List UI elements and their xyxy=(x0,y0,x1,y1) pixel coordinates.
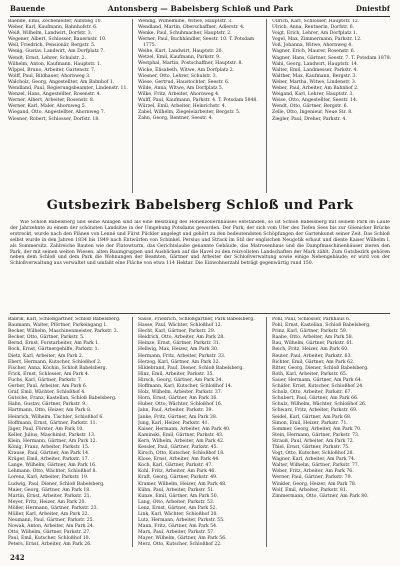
directory-entry: Sauer, Hermann, Gärtner, Am Park 64. xyxy=(272,377,363,383)
directory-entry: Keller, Julius, Maschinist, Parkstr. 13. xyxy=(8,432,96,438)
directory-entry: Weise, Otto, Angestellter, Seestr. 14. xyxy=(272,98,358,104)
directory-entry: Wahl, Georg, Landwirt, Hauptstr. 14. xyxy=(272,61,359,67)
running-head-right: Dniestbf xyxy=(355,4,390,13)
directory-entry: Ebert, Hermann, Kutscher, Schloßhof 2. xyxy=(8,359,102,365)
directory-entry: Kessler, Paul, Gärtner, Parkstr. 45. xyxy=(138,444,218,450)
directory-entry: Nowak, Anton, Arbeiter, Am Park 24. xyxy=(8,524,95,530)
directory-entry: Wagner, Erich, Maurer, Rosenstr. 6. xyxy=(272,49,356,55)
directory-entry: Werner, Paul, Gärtner, Parkstr. 79. xyxy=(272,475,352,481)
directory-entry: Schulz, Wilhelm, Wächter, Schloßhof 26. xyxy=(272,402,367,408)
directory-entry: Horn, Ernst, Gärtner, Am Park 36. xyxy=(138,396,218,402)
directory-entry: Voigt, Erich, Lehrer, Am Dorfplatz 1. xyxy=(272,31,358,37)
directory-entry: Kunze, Emil, Gärtner, Am Park 50. xyxy=(138,493,219,499)
directory-entry: Klose, Ernst, Arbeiter, Am Park 44. xyxy=(138,457,220,463)
directory-entry: Hoffmann, Karl, Kutscher, Schloßhof 14. xyxy=(138,384,233,390)
directory-entry: Vogel, Max, Zimmermann, Parkstr. 12. xyxy=(272,37,362,43)
directory-entry: Vogt, Otto, Kutscher, Schloßhof 28. xyxy=(272,451,355,457)
directory-entry: Marx, Paul, Arbeiter, Parkstr. 57. xyxy=(138,530,215,536)
directory-entry: Graf, Emil, Wächter, Schloßhof 4. xyxy=(8,390,86,396)
directory-entry: Kohl, Fritz, Arbeiter, Am Park 46. xyxy=(138,469,216,475)
directory-entry: Wilhelm, Anton, Kaufmann, Hauptstr. 1. xyxy=(8,61,102,67)
top-column-3 xyxy=(272,19,392,193)
directory-entry: Link, Karl, Wächter, Schloßhof 20. xyxy=(138,512,218,517)
directory-entry: Schubert, Paul, Gärtner, Am Park 66. xyxy=(272,396,359,402)
directory-entry: Dietz, Karl, Arbeiter, Am Park 2. xyxy=(8,353,84,359)
column-divider xyxy=(266,19,267,193)
directory-entry: Wiegand, Otto, Angestellter, Ahornweg 7. xyxy=(8,110,106,116)
directory-entry: Huber, Otto, Wächter, Schloßhof 16. xyxy=(138,402,223,408)
directory-entry: Merz, Otto, Kutscher, Schloßhof 22. xyxy=(138,542,222,547)
directory-entry: Hermann, Fritz, Arbeiter, Parkstr. 33. xyxy=(138,353,226,359)
directory-entry: Jahn, Paul, Arbeiter, Parkstr. 39. xyxy=(138,408,213,414)
directory-entry: Schäfer, Ernst, Kutscher, Schloßhof 24. xyxy=(272,384,364,390)
directory-entry: Wagner, Karl, Arbeiter, Am Park 74. xyxy=(272,457,356,463)
directory-entry: Westphal, Martin, Postschaffner, Hauptstr. 8. xyxy=(138,61,243,67)
directory-entry: Wendig, Wilhelmine, Witwe, Hauptstr. 3. xyxy=(138,19,233,24)
directory-entry: Walcholz, Georg, Angestellter, Am Bahnhof 1. xyxy=(8,79,115,85)
directory-entry: Hildebrand, Paul, Diener, Schloß Babelsberg. xyxy=(138,365,244,371)
directory-entry: Wulff, Paul, Kaufmann, Parkstr. 4. T. Potsdam 5848. xyxy=(138,98,258,104)
directory-entry: Voß, Johanna, Witwe, Ahornweg 4. xyxy=(272,43,353,49)
directory-entry: Hirsch, Georg, Gärtner, Am Park 34. xyxy=(138,377,223,383)
directory-entry: Reuter, Paul, Arbeiter, Parkstr. 63. xyxy=(272,353,352,359)
directory-entry: Maier, Georg, Gärtner, Am Park 18. xyxy=(8,487,91,493)
directory-entry: Rau, Wilhelm, Gärtner, Parkstr. 61. xyxy=(272,341,354,347)
directory-entry: Wolff, Paul, Bildhauer, Ahornweg 3. xyxy=(8,73,91,79)
directory-entry: Hinz, Emil, Arbeiter, Parkstr. 35. xyxy=(138,371,214,377)
directory-entry: Heinrich, Wilhelm, Tischler, Schloßhof 6. xyxy=(8,414,104,420)
directory-entry: Winkler, Georg, Heizer, Am Park 78. xyxy=(272,481,357,487)
directory-entry: Pohl, Paul, Schlosser, Parkhaus 6. xyxy=(272,317,351,322)
directory-entry: Wetzel, Emil, Kaufmann, Parkstr. 9. xyxy=(138,55,221,61)
column-divider xyxy=(132,317,133,547)
directory-entry: Schwarz, Fritz, Arbeiter, Parkstr. 69. xyxy=(272,408,358,414)
bottom-column-3 xyxy=(272,317,392,547)
directory-entry: Kaminski, Emil, Gärtner, Parkstr. 43. xyxy=(138,432,224,438)
directory-entry: Prinz, Karl, Gärtner, Parkstr. 59. xyxy=(272,329,348,335)
directory-entry: Bernd, Ernst, Forstarbeiter, Am Park 1. xyxy=(8,341,100,347)
directory-entry: Hahn, Gustav, Gärtner, Parkstr. 9. xyxy=(8,402,87,408)
directory-entry: Wenke, Paul, Schuhmacher, Hauptstr. 2. xyxy=(138,31,232,37)
directory-entry: Richter, Emil, Gärtner, Am Park 62. xyxy=(272,359,355,365)
directory-entry: Krüger, Emil, Arbeiter, Parkstr. 17. xyxy=(8,457,89,463)
directory-entry: Walter, Emil, Landmesser, Parkstr. 4. xyxy=(272,67,358,73)
directory-entry: Würzel, Emil, Arbeiter, Heinrichstr. 4. xyxy=(138,104,227,110)
directory-entry: Strauß, Paul, Arbeiter, Am Park 72. xyxy=(272,438,355,444)
directory-entry: Pohl, Ernst, Kastellan, Schloß Babelsberg. xyxy=(272,323,371,329)
directory-entry: Thiel, Ernst, Gärtner, Parkstr. 75. xyxy=(272,444,350,450)
directory-entry: Sasse, Friedrich, Schloßgärtner, Park Babelsberg. xyxy=(138,317,255,322)
running-head-center: Antonsberg — Babelsberg Schloß und Park xyxy=(107,4,294,13)
directory-entry: Martin, Ernst, Arbeiter, Parkstr. 21. xyxy=(8,493,92,499)
directory-entry: Kern, Wilhelm, Arbeiter, Am Park 42. xyxy=(138,438,225,444)
directory-entry: Weil, Friedrich, Pensionär, Bergstr. 5. xyxy=(8,43,96,49)
directory-entry: Zabel, Wilhelm, Ziegeleiarbeiter, Bergstr. 5. xyxy=(138,110,241,116)
running-head xyxy=(10,4,390,16)
directory-entry: Jung, Karl, Heizer, Parkstr. 41. xyxy=(138,420,210,426)
directory-entry: Jäger, Paul, Förster, Am Park 10. xyxy=(8,426,84,432)
directory-entry: Lorenz, Karl, Arbeiter, Parkstr. 19. xyxy=(8,475,89,481)
directory-entry: Wenig, Gustav, Landwirt, Am Dorfplatz 7. xyxy=(8,49,105,55)
directory-entry: Wilde, Anna, Witwe, Am Dorfplatz 5. xyxy=(138,85,224,91)
directory-entry: König, Franz, Arbeiter, Parkstr. 15. xyxy=(8,444,90,450)
directory-entry: Wendt, Otto, Gärtner, Bergstr. 6. xyxy=(272,104,349,110)
directory-entry: Mann, Fritz, Gärtner, Am Park 54. xyxy=(138,524,218,530)
directory-entry: Seidel, Karl, Gärtner, Am Park 68. xyxy=(272,414,352,420)
directory-entry: Wippel, Bruno, Arbeiter, Gartenstr. 7. xyxy=(8,67,96,73)
directory-entry: Baumann, Walter, Pförtner, Parkeingang 1. xyxy=(8,323,108,329)
directory-entry: Lutz, Hermann, Arbeiter, Parkstr. 55. xyxy=(138,518,225,524)
directory-entry: Wendland, Martin, Oberschaffner, Adlerstr. 4. xyxy=(138,25,245,31)
directory-entry: Ritter, Georg, Diener, Schloß Babelsberg. xyxy=(272,365,369,371)
directory-entry: Heinze, Ernst, Gärtner, Parkstr. 31. xyxy=(138,341,221,347)
section-rule xyxy=(10,313,390,314)
directory-entry: Baende, Emil, Zechenleiter, Aufstieg 10. xyxy=(8,19,102,24)
directory-entry: Bock, Ernst, Gärtnergehilfe, Parkstr. 1. xyxy=(8,347,100,353)
directory-entry: Wicke, Elisabeth, Witwe, Am Dorfplatz 2. xyxy=(138,67,235,73)
directory-entry: Peters, Ernst, Arbeiter, Am Park 26. xyxy=(8,542,92,547)
directory-entry: Ludwig, Paul, Diener, Schloß Babelsberg. xyxy=(8,481,105,487)
directory-entry: Wilke, Fritz, Arbeiter, Ahornweg 4. xyxy=(138,91,220,97)
directory-entry: Ullrich, Karl, Schlosser, Hauptstr. 12. xyxy=(272,19,360,24)
directory-entry: Werner, Albert, Arbeiter, Rosenstr. 8. xyxy=(8,98,95,104)
directory-entry: Raabe, Otto, Arbeiter, Am Park 58. xyxy=(272,335,354,341)
directory-entry: Sommer, Georg, Arbeiter, Am Park 70. xyxy=(272,426,362,432)
directory-entry: Reich, Fritz, Heizer, Am Park 60. xyxy=(272,347,349,353)
directory-entry: Möller, Hermann, Gärtner, Parkstr. 23. xyxy=(8,505,99,511)
directory-entry: Wendt, Ernst, Lehrer, Schulstr. 2. xyxy=(8,55,86,61)
directory-entry: Wenzel, Hans, Angestellter, Rosenstr. 4. xyxy=(8,92,101,98)
directory-entry: Gutsche, Franz, Kastellan, Schloß Babelsberg. xyxy=(8,396,117,402)
directory-entry: Fischer, Anna, Köchin, Schloß Babelsberg. xyxy=(8,365,108,371)
header-rule xyxy=(10,16,390,17)
directory-entry: Paul, Emil, Kutscher, Schloßhof 10. xyxy=(8,536,91,542)
directory-entry: Kraft, Georg, Gärtner, Parkstr. 49. xyxy=(138,475,218,481)
directory-entry: Hasse, Paul, Wächter, Schloßhof 12. xyxy=(138,323,223,329)
top-column-1 xyxy=(8,19,128,193)
directory-entry: Weber, Karl, Kaufmann, Bahnhofstr. 6. xyxy=(8,25,98,31)
directory-entry: Kirsch, Otto, Kutscher, Schloßhof 18. xyxy=(138,451,225,457)
directory-entry: Weihe, Kurt, Landwirt, Hauptstr. 20. xyxy=(138,49,224,55)
bottom-column-1 xyxy=(8,317,128,547)
directory-entry: Hartmann, Otto, Heizer, Am Park 8. xyxy=(8,408,92,414)
section-intro xyxy=(10,220,390,312)
directory-entry: Gerber, Paul, Arbeiter, Am Park 6. xyxy=(8,384,88,390)
directory-entry: Kramer, Wilhelm, Heizer, Am Park 48. xyxy=(138,481,227,487)
directory-entry: Mayer, Wilhelm, Gärtner, Am Park 56. xyxy=(138,536,227,542)
directory-entry: Meyer, Fritz, Heizer, Am Park 20. xyxy=(8,499,86,505)
page-number: 242 xyxy=(10,553,25,562)
directory-entry: Janke, Fritz, Gärtner, Am Park 38. xyxy=(138,414,218,420)
directory-entry: Weber, Fritz, Arbeiter, Am Park 76. xyxy=(272,469,354,475)
directory-entry: Zelle, Otto, Ingenieur, Neue Str. 8. xyxy=(272,110,353,116)
directory-entry: Hecht, Karl, Gärtner, Parkstr. 29. xyxy=(138,329,216,335)
bottom-column-2 xyxy=(138,317,262,547)
directory-entry: Herzog, Karl, Gärtner, Am Park 32. xyxy=(138,359,220,365)
directory-entry: Krause, Paul, Gärtner, Am Park 14. xyxy=(8,451,90,457)
directory-entry: Zimmermann, Otto, Gärtner, Am Park 80. xyxy=(272,493,369,499)
directory-entry: Walter, Wilhelm, Gärtner, Parkstr. 77. xyxy=(272,463,360,469)
directory-entry: Wiesner, Otto, Lehrer, Schulstr. 3. xyxy=(138,73,218,79)
directory-entry: Ziegler, Paul, Dreher, Parkstr. 4. xyxy=(272,116,347,122)
directory-entry: Klein, Hermann, Gärtner, Am Park 12. xyxy=(8,438,98,444)
directory-entry: Frick, Ernst, Schlosser, Am Park 4. xyxy=(8,371,90,377)
directory-entry: Becker, Otto, Gärtner, Parkstr. 5. xyxy=(8,335,85,341)
directory-entry: Roth, Karl, Arbeiter, Parkstr. 65. xyxy=(272,371,348,377)
directory-entry: Otto, Wilhelm, Gärtner, Parkstr. 27. xyxy=(8,530,91,536)
directory-entry: Zahn, Georg, Rentner, Seestr. 4. xyxy=(138,116,214,122)
directory-entry: Holz, Wilhelm, Arbeiter, Parkstr. 37. xyxy=(138,390,223,396)
directory-entry: Hoffmann, Ernst, Gärtner, Parkstr. 11. xyxy=(8,420,98,426)
directory-entry: Wagner, Hans, Gärtner, Seestr. 7. T. Potsdam 1878. xyxy=(272,55,392,61)
directory-entry: Wegener, Albert, Schlosser, Bauernstr. 10. xyxy=(8,37,107,43)
directory-entry: Wendland, Paul, Regierungsbeamter, Lindenstr. 11. xyxy=(8,86,128,92)
directory-entry: Neumann, Paul, Gärtner, Parkstr. 25. xyxy=(8,518,95,524)
directory-entry: Lehmann, Otto, Wächter, Schloßhof 8. xyxy=(8,469,97,475)
directory-entry: Scholz, Otto, Arbeiter, Parkstr. 67. xyxy=(272,390,352,396)
column-divider xyxy=(266,317,267,547)
directory-entry: Kaiser, Hermann, Arbeiter, Am Park 40. xyxy=(138,426,231,432)
directory-entry: Wolf, Emil, Arbeiter, Parkstr. 81. xyxy=(272,487,348,493)
directory-entry: Fuchs, Karl, Gärtner, Parkstr. 7. xyxy=(8,377,83,383)
directory-entry: Weiß, Wilhelm, Landwirt, Dorfstr. 3. xyxy=(8,31,93,37)
running-head-left: Bauende xyxy=(10,4,46,13)
directory-entry: Walther, Max, Kaufmann, Bergstr. 3. xyxy=(272,73,357,79)
directory-entry: Kühn, Paul, Arbeiter, Parkstr. 51. xyxy=(138,487,215,493)
section-title: Gutsbezirk Babelsberg Schloß und Park xyxy=(46,198,354,213)
directory-entry: Heidrich, Otto, Arbeiter, Am Park 28. xyxy=(138,335,225,341)
directory-entry: Weber, Paul, Arbeiter, Am Bahnhof 2. xyxy=(272,86,359,92)
directory-entry: Lenz, Ernst, Gärtner, Am Park 52. xyxy=(138,505,217,511)
directory-entry: Koch, Karl, Gärtner, Parkstr. 47. xyxy=(138,463,213,469)
intro-paragraph: Wie Schloß Babelsberg und seine Anlagen sind als eine Besitzung des Hohenzollernhauses entstanden, so ist Schloß Babelsberg mit seinem Park im Laufe der Jahrzehnte zu einem der schönsten Landsitze in der Umgebung Potsdams geworden. Der Park, der sich vom Ufer des Tiefen Sees bis zur Glienicker Brücke erstreckt, wurde nach den Plänen von Lenné und Fürst Pückler angelegt und gehört zu den bedeutendsten Schöpfungen der Gartenkunst seiner Zeit. Das Schloß selbst wurde in den Jahren 1834 bis 1849 nach Entwürfen von Schinkel, Persius und Strack im Stil der englischen Neugotik erbaut und diente Kaiser Wilhelm I. als Sommersitz. Zahlreiche Bauten wie der Flatowturm, das Gerichtslaube genannte Gebäude, das Matrosenhaus und die Dampfmaschinenhäuser zieren den Park, der mit seinen weiten Wiesen, alten Baumgruppen und Ausblicken auf die Havel zu den reizvollsten Landschaften der Mark zählt. Zum Gutsbezirk gehören neben dem Schloß und dem Park die Wohnungen der Beamten, Gärtner und Arbeiter der Schloßverwaltung sowie einige Nebengebäude; er wird von der Schloßverwaltung aus verwaltet und umfaßt eine Fläche von etwa 114 Hektar. Die Einwohnerzahl beträgt gegenwärtig rund 150. xyxy=(10,220,390,267)
directory-entry: Becker, Wilhelm, Maschinenmeister, Parkstr. 3. xyxy=(8,329,119,335)
directory-entry: Lange, Wilhelm, Gärtner, Am Park 16. xyxy=(8,463,97,469)
directory-entry: Hellwig, Max, Heizer, Am Park 30. xyxy=(138,347,219,353)
directory-entry: Stein, Hermann, Gärtner, Parkstr. 73. xyxy=(272,432,360,438)
directory-entry: Weigand, Karl, Lehrer, Hauptstr. 3. xyxy=(272,92,354,98)
directory-entry: Ulrich, Anna, Rentnerin, Dorfstr. 6. xyxy=(272,25,355,31)
directory-entry: Wiese, Gertrud, Haustochter, Seestr. 6. xyxy=(138,79,230,85)
top-column-2 xyxy=(138,19,262,193)
directory-entry: Müller, Karl, Arbeiter, Am Park 22. xyxy=(8,512,90,517)
column-divider xyxy=(132,19,133,193)
directory-entry: Babrik, Karl, Schloßgärtner, Schloß Babelsberg. xyxy=(8,317,121,322)
directory-entry: Weber, Martha, Witwe, Lindenstr. 3. xyxy=(272,79,357,85)
directory-entry: Werner, Paul, Buchhändler, Seestr. 10. T. Potsdam 1775. xyxy=(138,37,255,49)
directory-entry: Werner, Karl, Maler, Ahornweg 5. xyxy=(8,104,87,110)
directory-entry: Wiesner, Robert, Schlosser, Dorfstr. 18. xyxy=(8,116,100,122)
directory-entry: Simon, Emil, Heizer, Parkstr. 71. xyxy=(272,420,348,426)
directory-entry: Lang, Otto, Arbeiter, Parkstr. 53. xyxy=(138,499,215,505)
